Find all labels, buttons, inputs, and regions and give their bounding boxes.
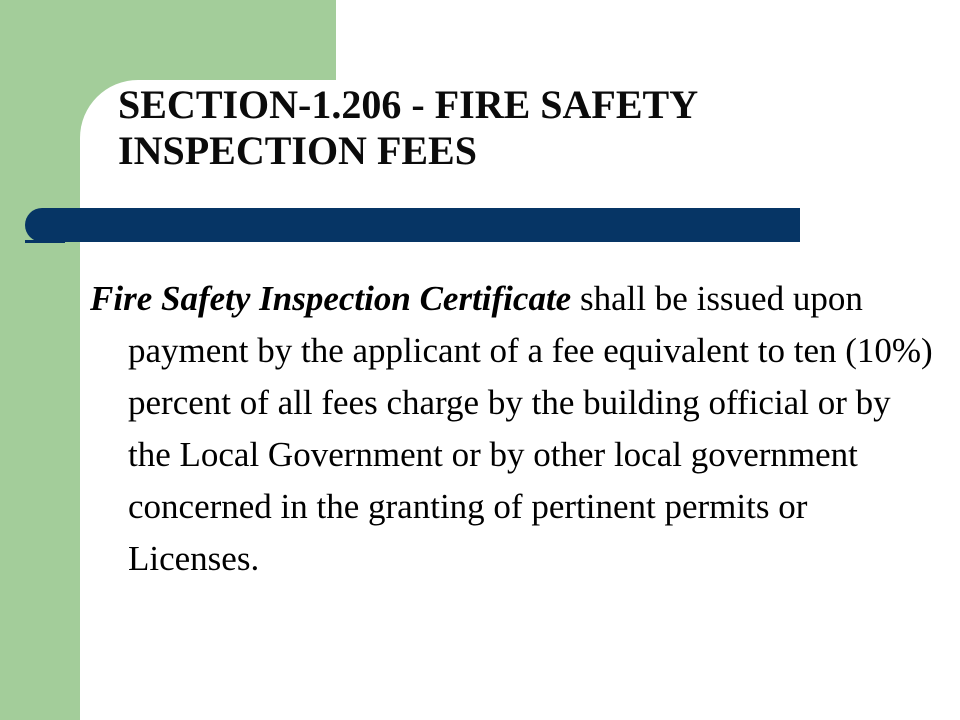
slide-title [118,82,878,174]
body-text: shall be issued upon payment by the applicant of a fee equivalent to ten (10%) percent of all fees charge by the building official or by the Local Government or by other local government concerned in the granting of pertinent permits or Licenses. [128,279,933,578]
title-line-2: INSPECTION FEES [118,128,477,173]
title-line-1: SECTION-1.206 - FIRE SAFETY [118,82,699,127]
body-lead-term: Fire Safety Inspection Certificate [90,279,572,318]
body-paragraph [90,273,938,585]
title-divider-bar [25,208,800,242]
title-divider-tab [25,240,65,243]
